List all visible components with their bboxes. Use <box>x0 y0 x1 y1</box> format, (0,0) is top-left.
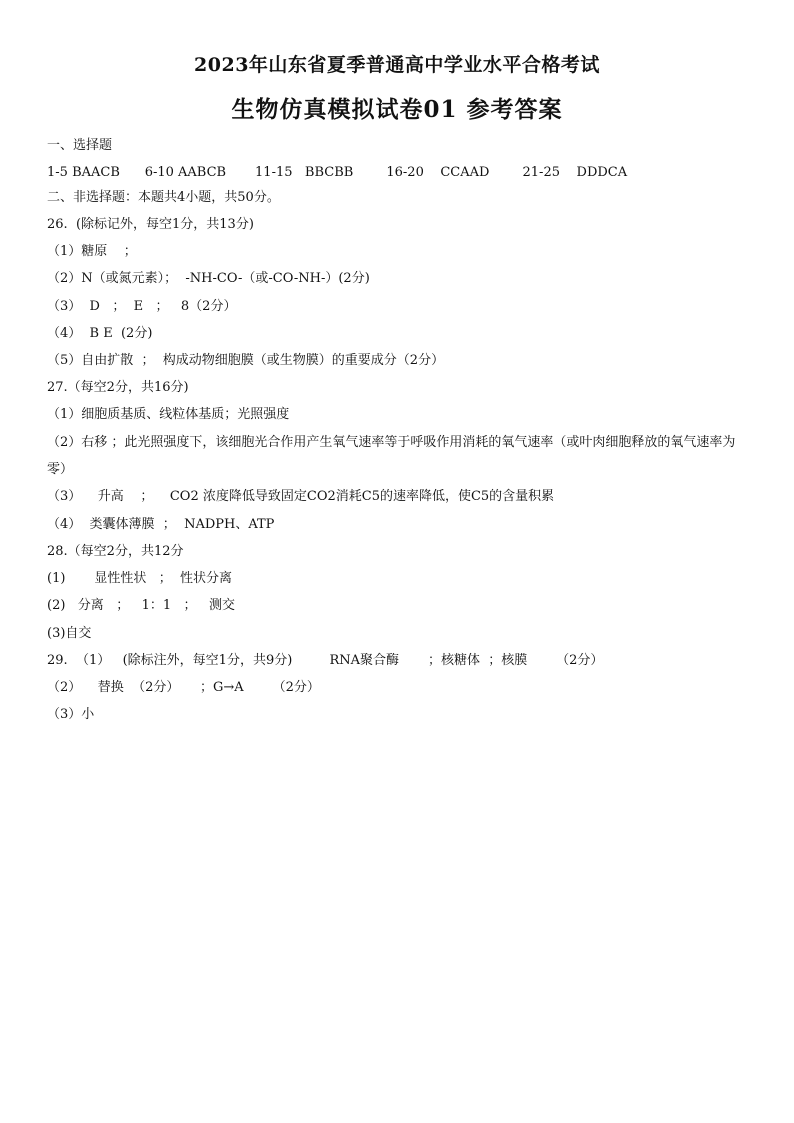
question-28-header: 28.（每空2分，共12分 <box>47 544 184 559</box>
q27-answer-1: （1）细胞质基质、线粒体基质；光照强度 <box>47 407 290 422</box>
q29-answer-2: （2） 替换 （2分） ；G→A （2分） <box>47 680 320 695</box>
question-27-header: 27.（每空2分，共16分) <box>47 380 189 395</box>
q28-answer-2: (2) 分离 ； 1：1 ； 测交 <box>47 598 235 613</box>
exam-title: 2023年山东省夏季普通高中学业水平合格考试 <box>194 54 600 76</box>
q28-answer-1: (1) 显性性状 ； 性状分离 <box>47 571 233 586</box>
q26-answer-2: （2）N（或氮元素）； -NH-CO-（或-CO-NH-）(2分) <box>47 271 370 286</box>
section-heading-choice: 一、选择题 <box>47 138 113 153</box>
q26-answer-1: （1）糖原 ； <box>47 244 137 259</box>
q26-answer-4: （4） B E (2分) <box>47 326 153 341</box>
q26-answer-5: （5）自由扩散 ； 构成动物细胞膜（或生物膜）的重要成分（2分） <box>47 353 445 368</box>
q27-answer-2: （2）右移 ；此光照强度下，该细胞光合作用产生氧气速率等于呼吸作用消耗的氧气速率（或叶肉细胞释放的氧气速率为零） <box>47 435 736 477</box>
q28-answer-3: (3)自交 <box>47 626 92 641</box>
q27-answer-3: （3） 升高 ； CO2 浓度降低导致固定CO2消耗C5的速率降低，使C5的含量积累 <box>47 489 555 504</box>
q29-answer-3: （3）小 <box>47 707 95 722</box>
q26-answer-3: （3） D ； E ； 8（2分） <box>47 299 237 314</box>
question-26-header: 26. (除标记外，每空1分，共13分) <box>47 217 254 232</box>
q27-answer-4: （4） 类囊体薄膜 ； NADPH、ATP <box>47 517 275 532</box>
answer-key-title: 生物仿真模拟试卷01 参考答案 <box>231 96 563 123</box>
question-29-answer-1: 29. （1） (除标注外，每空1分，共9分) RNA聚合酶 ；核糖体 ；核膜 （2分） <box>47 653 604 668</box>
choice-answers: 1-5 BAACB 6-10 AABCB 11-15 BBCBB 16-20 CCAAD 21-25 DDDCA <box>47 165 628 180</box>
section-heading-non-choice: 二、非选择题：本题共4小题，共50分。 <box>47 190 280 205</box>
